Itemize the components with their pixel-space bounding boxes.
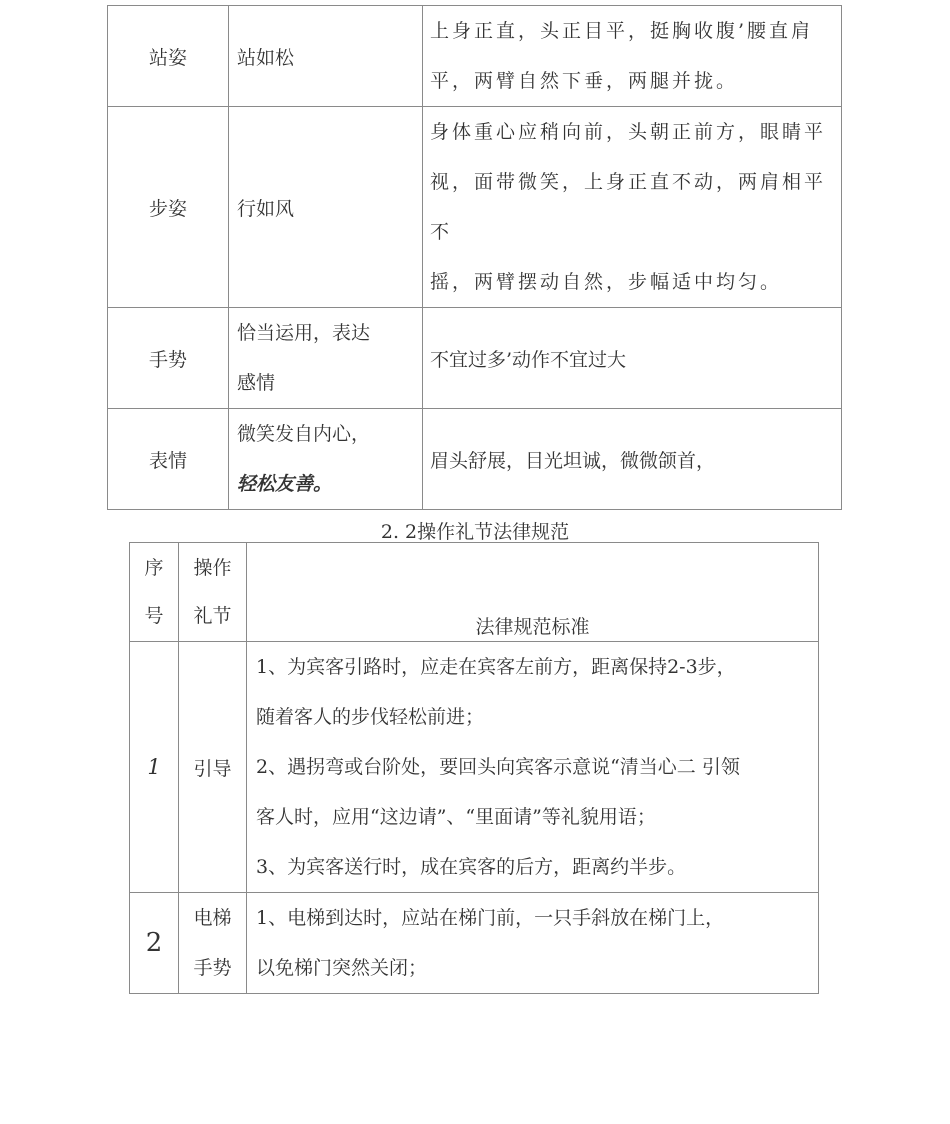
standard-line: 以免梯门突然关闭；	[256, 957, 428, 979]
row-etiquette: 电梯 手势	[179, 893, 247, 994]
posture-detail	[423, 409, 842, 510]
header-no: 序 号	[130, 543, 179, 642]
standard-line: 随着客人的步伐轻松前进；	[256, 706, 485, 728]
detail-line: 上身正直，头正目平，挺胸收腹’腰直肩	[430, 20, 814, 42]
row-standard	[247, 893, 819, 994]
posture-name: 表情	[108, 409, 229, 510]
header-etiquette: 操作 礼节	[179, 543, 247, 642]
table-row	[108, 107, 842, 308]
standard-line: 1、为宾客引路时，应走在宾客左前方，距离保持2-3步，	[256, 656, 736, 678]
standard-line: 2、遇拐弯或台阶处，要回头向宾客示意说“清当心二 引领	[256, 756, 740, 778]
table-row	[108, 409, 842, 510]
posture-summary	[229, 409, 423, 510]
row-number: 2	[130, 893, 179, 994]
detail-line: 视，面带微笑，上身正直不动，两肩相平 不	[430, 171, 827, 243]
header-standard: 法律规范标准	[247, 543, 819, 642]
row-standard	[247, 642, 819, 893]
detail-line: 身体重心应稍向前，头朝正前方，眼睛平	[430, 121, 827, 143]
posture-detail	[423, 107, 842, 308]
etiquette-table	[129, 542, 819, 994]
summary-line: 恰当运用，表达	[237, 322, 371, 344]
detail-line: 平，两臂自然下垂，两腿并拢。	[430, 70, 739, 92]
posture-summary	[229, 308, 423, 409]
standard-line: 1、电梯到达时，应站在梯门前，一只手斜放在梯门上，	[256, 907, 725, 929]
posture-summary: 行如风	[229, 107, 423, 308]
row-number: 1	[130, 642, 179, 893]
table-row	[108, 308, 842, 409]
posture-summary: 站如松	[229, 6, 423, 107]
posture-detail	[423, 6, 842, 107]
posture-name: 步姿	[108, 107, 229, 308]
posture-table	[107, 5, 842, 510]
summary-line: 微笑发自内心，	[237, 423, 371, 445]
standard-line: 3、为宾客送行时，成在宾客的后方，距离约半步。	[256, 856, 687, 878]
detail-line: 眉头舒展，目光坦诚，微微颌首，	[430, 449, 716, 472]
table-row	[108, 6, 842, 107]
posture-name: 手势	[108, 308, 229, 409]
section-title: 2. 2操作礼节法律规范	[380, 521, 570, 543]
summary-line: 感情	[237, 372, 276, 394]
detail-line: 不宜过多’动作不宜过大	[430, 348, 627, 371]
table-header-row	[130, 543, 819, 642]
table-row	[130, 893, 819, 994]
summary-line: 轻松友善。	[237, 473, 333, 495]
detail-line: 摇，两臂摆动自然，步幅适中均匀。	[430, 271, 783, 293]
row-etiquette: 引导	[179, 642, 247, 893]
standard-line: 客人时，应用“这边请”、“里面请”等礼貌用语；	[256, 806, 656, 828]
table-row	[130, 642, 819, 893]
posture-detail	[423, 308, 842, 409]
posture-name: 站姿	[108, 6, 229, 107]
